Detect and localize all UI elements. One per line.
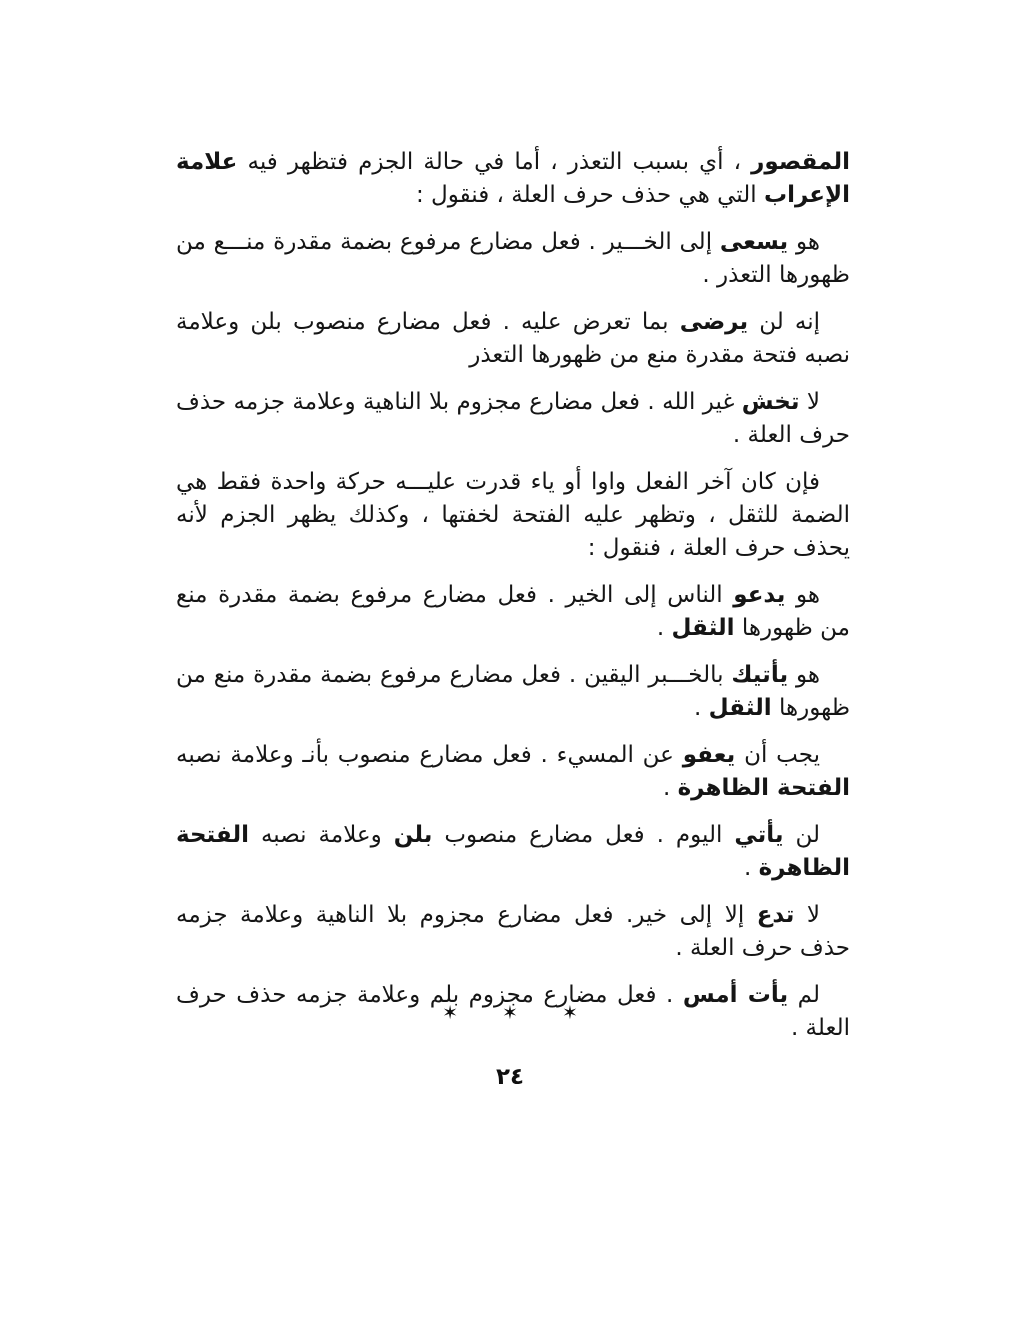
bold-text-segment: تخش bbox=[741, 389, 800, 415]
text-segment: لن bbox=[783, 822, 820, 848]
text-segment: . فعل مضارع مجزوم بلم وعلامة جزمه حذف حرف العلة . bbox=[176, 982, 850, 1041]
bold-text-segment: الثقل bbox=[708, 695, 772, 721]
bold-text-segment: يرضى bbox=[679, 309, 749, 335]
bold-text-segment: يعفو bbox=[682, 742, 736, 768]
text-segment: . bbox=[656, 615, 672, 641]
paragraph bbox=[176, 579, 850, 645]
paragraph bbox=[176, 739, 850, 805]
bold-text-segment: الفتحة الظاهرة bbox=[176, 822, 850, 881]
text-segment: لم bbox=[788, 982, 820, 1008]
text-segment: هو bbox=[788, 662, 820, 688]
bold-text-segment: تدع bbox=[756, 902, 795, 928]
section-separator: ✶ ✶ ✶ bbox=[442, 1002, 578, 1024]
paragraph bbox=[176, 226, 850, 292]
text-segment: إلى الخـــير . فعل مضارع مرفوع بضمة مقدرة منـــع من ظهورها التعذر . bbox=[176, 229, 850, 288]
text-segment: . bbox=[662, 775, 678, 801]
text-segment: بما تعرض عليه . فعل مضارع منصوب بلن وعلامة نصبه فتحة مقدرة منع من ظهورها التعذر bbox=[176, 309, 850, 368]
text-segment: إلا إلى خير. فعل مضارع مجزوم بلا الناهية وعلامة جزمه حذف حرف العلة . bbox=[176, 902, 850, 961]
bold-text-segment: بلن bbox=[393, 822, 433, 848]
paragraph bbox=[176, 819, 850, 885]
bold-text-segment: يأت أمس bbox=[682, 982, 789, 1008]
text-segment: عن المسيء . فعل مضارع منصوب بأنـ وعلامة نصبه bbox=[176, 742, 683, 768]
text-block bbox=[176, 146, 850, 1059]
text-segment: التي هي حذف حرف العلة ، فنقول : bbox=[416, 182, 764, 208]
text-segment: هو bbox=[788, 229, 820, 255]
text-segment: لا bbox=[799, 389, 820, 415]
paragraph bbox=[176, 466, 850, 565]
paragraph bbox=[176, 146, 850, 212]
text-segment: ، أي بسبب التعذر ، أما في حالة الجزم فتظهر فيه bbox=[237, 149, 752, 175]
text-segment: بالخـــبر اليقين . فعل مضارع مرفوع بضمة مقدرة منع من ظهورها bbox=[176, 662, 850, 721]
text-segment: . bbox=[743, 855, 759, 881]
paragraph bbox=[176, 386, 850, 452]
bold-text-segment: الفتحة الظاهرة bbox=[677, 775, 850, 801]
text-segment: هو bbox=[785, 582, 820, 608]
paragraph bbox=[176, 899, 850, 965]
bold-text-segment: يسعى bbox=[719, 229, 789, 255]
text-segment: اليوم . فعل مضارع منصوب bbox=[432, 822, 735, 848]
bold-text-segment: يأتي bbox=[734, 822, 784, 848]
text-segment: وعلامة نصبه bbox=[249, 822, 394, 848]
text-segment: الناس إلى الخير . فعل مضارع مرفوع بضمة مقدرة منع من ظهورها bbox=[176, 582, 850, 641]
bold-text-segment: الثقل bbox=[671, 615, 735, 641]
text-segment: غير الله . فعل مضارع مجزوم بلا الناهية وعلامة جزمه حذف حرف العلة . bbox=[176, 389, 850, 448]
text-segment: . bbox=[694, 695, 709, 721]
text-segment: إنه لن bbox=[748, 309, 820, 335]
bold-text-segment: المقصور bbox=[751, 149, 850, 175]
bold-text-segment: يأتيك bbox=[731, 662, 789, 688]
bold-text-segment: يدعو bbox=[733, 582, 786, 608]
text-segment: لا bbox=[794, 902, 820, 928]
paragraph bbox=[176, 659, 850, 725]
page-number: ٢٤ bbox=[495, 1064, 525, 1090]
text-segment: فإن كان آخر الفعل واوا أو ياء قدرت عليـــه حركة واحدة فقط هي الضمة للثقل ، وتظهر عليه الفتحة لخفتها ، وكذلك يظهر الجزم لأنه يحذف حرف العلة ، فنقول : bbox=[176, 469, 850, 561]
bold-text-segment: علامة الإعراب bbox=[176, 149, 850, 208]
paragraph bbox=[176, 306, 850, 372]
text-segment: يجب أن bbox=[735, 742, 820, 768]
